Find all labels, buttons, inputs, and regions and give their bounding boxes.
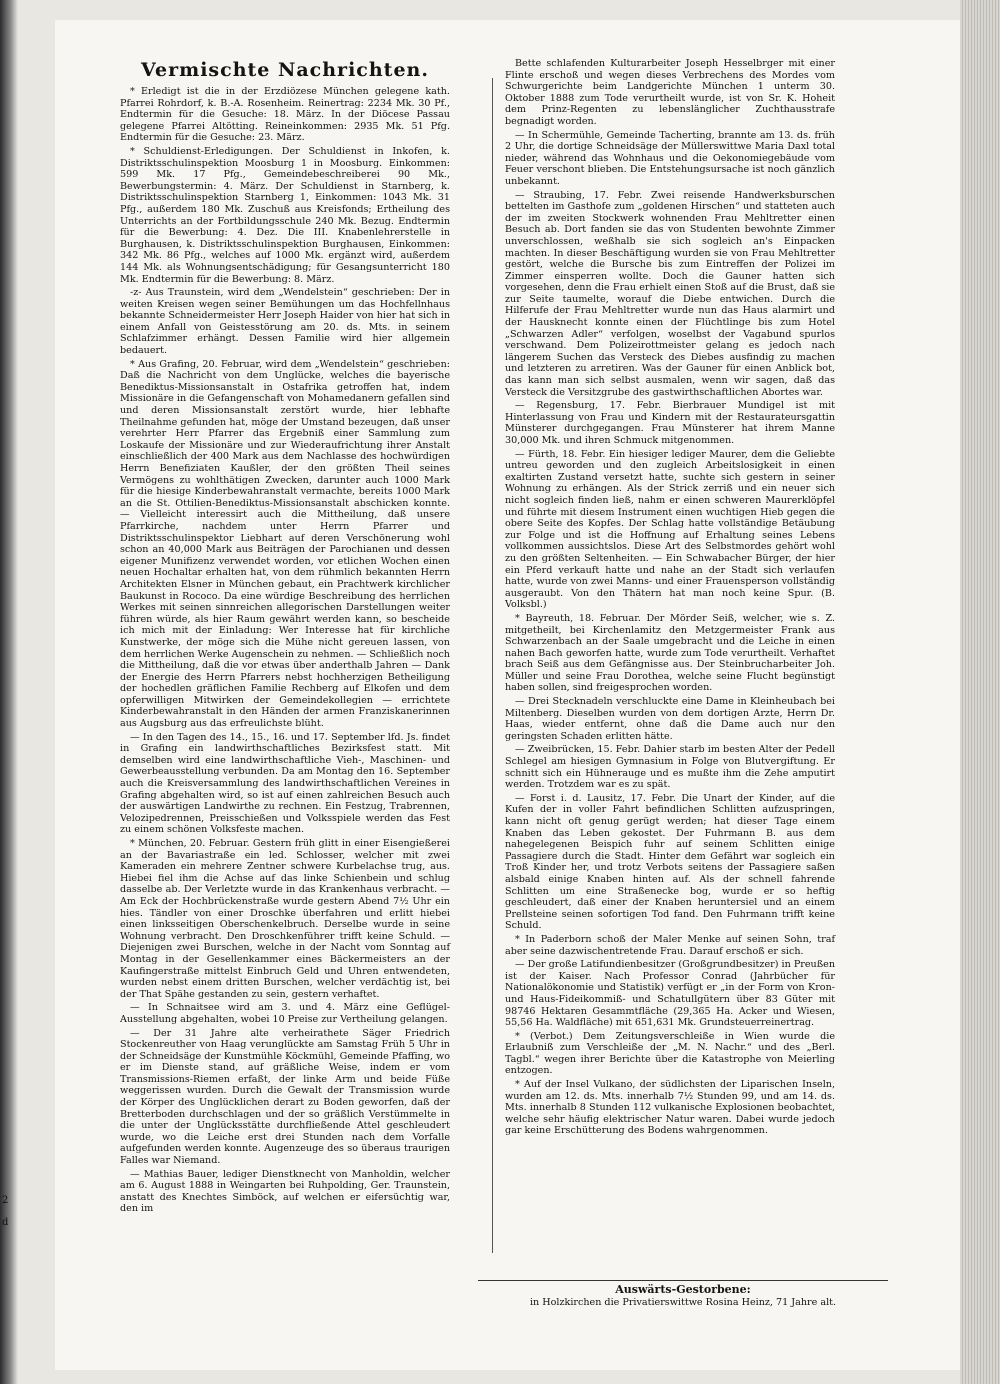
article: * (Verbot.) Dem Zeitungsverschleiße in Wien wurde die Erlaubniß zum Verschleiße der „M. N. Nachr.“ und des „Berl. Tagbl.“ wegen ihrer Berichte über die Katastrophe von Meierling entzogen. bbox=[505, 1030, 835, 1077]
article: * Auf der Insel Vulkano, der südlichsten der Liparischen Inseln, wurden am 12. ds. Mts. innerhalb 7½ Stunden 99, und am 14. ds. Mts. innerhalb 8 Stunden 112 vulkanische Explosionen beobachtet, welche sehr häufig elektrischer Natur waren. Dabei wurde jedoch gar keine Erschütterung des Bodens wahrgenommen. bbox=[505, 1079, 835, 1137]
article: * In Paderborn schoß der Maler Menke auf seinen Sohn, traf aber seine dazwischentretende Frau. Darauf erschoß er sich. bbox=[505, 933, 835, 957]
deaths-notice bbox=[478, 1283, 888, 1309]
section-headline: Vermischte Nachrichten. bbox=[141, 59, 429, 81]
article: — Forst i. d. Lausitz, 17. Febr. Die Unart der Kinder, auf die Kufen der in voller Fahrt befindlichen Schlitten aufzuspringen, kann nicht oft genug gerügt werden; hat dieser Tage einem Knaben das Leben gekostet. Der Fuhrmann B. aus dem nahegelegenen Beispich fuhr auf seinem Schlitten einige Passagiere durch die Stadt. Hinter dem Gefährt war sogleich ein Troß Kinder her, und trotz Verbots seitens der Passagiere saßen alsbald einige Knaben hinten auf. Als der schnell fahrende Schlitten um eine Straßenecke bog, wurde er so heftig geschleudert, daß einer der Knaben heruntersiel und an einem Prellsteine seinen sofortigen Tod fand. Den Fuhrmann trifft keine Schuld. bbox=[505, 792, 835, 932]
left-column bbox=[120, 58, 450, 1217]
article: — Fürth, 18. Febr. Ein hiesiger lediger Maurer, dem die Geliebte untreu geworden und den zugleich Arbeitslosigkeit in einen exaltirten Zustand versetzt hatte, suchte sich gestern in seiner Wohnung zu erhängen. Als der Strick zerriß und ein neuer sich nicht sogleich finden ließ, nahm er einen schweren Maurerklöpfel und führte mit diesem Instrument einen wuchtigen Hieb gegen die obere Seite des Kopfes. Der Schlag hatte vollständige Betäubung zur Folge und ist die Hoffnung auf Erhaltung seines Lebens vollkommen aussichtslos. Diese Art des Selbstmordes gehört wohl zu den größten Seltenheiten. — Ein Schwabacher Bürger, der hier ein Pferd verkauft hatte und nahe an der Stadt sich verlaufen hatte, wurde von zwei Manns- und einer Frauensperson vollständig ausgeraubt. Von den Thätern hat man noch keine Spur. (B. Volksbl.) bbox=[505, 448, 835, 611]
article: — In Schnaitsee wird am 3. und 4. März eine Geflügel-Ausstellung abgehalten, wobei 10 Preise zur Vertheilung gelangen. bbox=[120, 1002, 450, 1025]
right-column bbox=[505, 58, 835, 1139]
section-rule bbox=[478, 1280, 888, 1281]
article: * Bayreuth, 18. Februar. Der Mörder Seiß, welcher, wie s. Z. mitgetheilt, bei Kirchenlamitz den Metzgermeister Frank aus Schwarzenbach an der Saale umgebracht und die Leiche in einen nahen Bach geworfen hatte, wurde zum Tode verurtheilt. Verhaftet brach Seiß aus dem Gefängnisse aus. Der Steinbrucharbeiter Joh. Müller und seine Frau Dorothea, welche seine Flucht begünstigt haben sollen, sind freigesprochen worden. bbox=[505, 612, 835, 694]
article: — Drei Stecknadeln verschluckte eine Dame in Kleinheubach bei Miltenberg. Dieselben wurden von dem dortigen Arzte, Herrn Dr. Haas, wieder entfernt, ohne daß die Dame auch nur den geringsten Schaden erlitten hätte. bbox=[505, 696, 835, 742]
article: — In Schermühle, Gemeinde Tacherting, brannte am 13. ds. früh 2 Uhr, die dortige Schneidsäge der Müllerswittwe Maria Daxl total nieder, während das Wohnhaus und die Oekonomiegebäude vom Feuer verschont blieben. Die Entstehungsursache ist noch gänzlich unbekannt. bbox=[505, 129, 835, 187]
article: — In den Tagen des 14., 15., 16. und 17. September lfd. Js. findet in Grafing ein landwirthschaftliches Bezirksfest statt. Mit demselben wird eine landwirthschaftliche Vieh-, Maschinen- und Gewerbeausstellung verbunden. Da am Montag den 16. September auch die Kreisversammlung des landwirthschaftlichen Vereines in Grafing abgehalten wird, so ist auf einen zahlreichen Besuch auch der auswärtigen Landwirthe zu rechnen. Ein Festzug, Trabrennen, Velozipedrennen, Preisschießen und Volksspiele werden das Fest zu einem schönen Volksfeste machen. bbox=[120, 731, 450, 836]
article: * Schuldienst-Erledigungen. Der Schuldienst in Inkofen, k. Distriktsschulinspektion Moosburg 1 in Moosburg. Einkommen: 599 Mk. 17 Pfg., Gemeindebeschreiberei 90 Mk., Bewerbungstermin: 4. März. Der Schuldienst in Starnberg, k. Distriktsschulinspektion Starnberg 1, Einkommen: 1043 Mk. 31 Pfg., außerdem 180 Mk. Zuschuß aus Kreisfonds; Ertheilung des Unterrichts an der Fortbildungsschule 240 Mk. Bezug. Endtermin für die Bewerbung: 4. Dez. Die III. Knabenlehrerstelle in Burghausen, k. Distriktsschulinspektion Burghausen, Einkommen: 342 Mk. 86 Pfg., welches auf 1000 Mk. ergänzt wird, außerdem 144 Mk. als Wohnungsentschädigung; für Gesangsunterricht 180 Mk. Endtermin für die Bewerbung: 8. März. bbox=[120, 145, 450, 285]
article: -z- Aus Traunstein, wird dem „Wendelstein“ geschrieben: Der in weiten Kreisen wegen seiner Bemühungen um das Hochfellnhaus bekannte Schneidermeister Herr Joseph Haider von hier hat sich in einem Anfall von Geistesstörung am 20. ds. Mts. in seinem Schlafzimmer erhängt. Dessen Familie wird hier allgemein bedauert. bbox=[120, 287, 450, 357]
article: * Aus Grafing, 20. Februar, wird dem „Wendelstein“ geschrieben: Daß die Nachricht von dem Unglücke, welches die bayerische Benediktus-Missionsanstalt in Ostafrika getroffen hat, indem Missionäre in die Gefangenschaft von Mohamedanern gefallen sind und deren Missionsanstalt zerstört wurde, hier lebhafte Theilnahme gefunden hat, möge der Umstand bezeugen, daß unser verehrter Herr Pfarrer das Ergebniß einer Sammlung zum Loskaufe der Missionäre und zur Wiederaufrichtung ihrer Anstalt einschließlich der 400 Mark aus dem Nachlasse des hochwürdigen Herrn Benefiziaten Kaußler, der den größten Theil seines Vermögens zu wohlthätigen Zwecken, darunter auch 1000 Mark für die hiesige Kinderbewahranstalt vermachte, bereits 1000 Mark an die St. Ottilien-Benediktus-Missionsanstalt abschicken konnte. — Vielleicht interessirt auch die Mittheilung, daß unsere Pfarrkirche, nachdem unter Herrn Pfarrer und Distriktsschulinspektor Liebhart auf deren Verschönerung wohl schon an 40,000 Mark aus Beiträgen der Parochianen und dessen eigener Munifizenz verwendet worden, vor etlichen Wochen einen neuen Hochaltar erhalten hat, von dem rühmlich bekannten Herrn Architekten Elsner in München gebaut, ein Prachtwerk kirchlicher Baukunst in Rococo. Da eine würdige Beschreibung des herrlichen Werkes mit seinen sinnreichen allegorischen Darstellungen weiter führen würde, als hier Raum gewährt werden kann, so bescheide ich mich mit der Einladung: Wer Interesse hat für kirchliche Kunstwerke, der möge sich die Mühe nicht gereuen lassen, von dem herrlichen Werke Augenschein zu nehmen. — Schließlich noch die Mittheilung, daß die vor etwas über anderthalb Jahren — Dank der Energie des Herrn Pfarrers nebst hochherzigen Betheiligung der hochedlen gräflichen Familie Rechberg auf Elkofen und dem opferwilligen Mitwirken der Gemeindekollegien — errichtete Kinderbewahranstalt in den Händen der armen Franziskanerinnen aus Augsburg aus das erfreulichste blüht. bbox=[120, 358, 450, 730]
article: — Regensburg, 17. Febr. Bierbrauer Mundigel ist mit Hinterlassung von Frau und Kindern mit der Restaurateursgattin Münsterer durchgegangen. Frau Münsterer hat ihrem Manne 30,000 Mk. und ihren Schmuck mitgenommen. bbox=[505, 400, 835, 446]
article: — Zweibrücken, 15. Febr. Dahier starb im besten Alter der Pedell Schlegel am hiesigen Gymnasium in Folge von Blutvergiftung. Er schnitt sich ein Hühnerauge und es mußte ihm die Zehe amputirt werden. Trotzdem war es zu spät. bbox=[505, 744, 835, 791]
book-binding-edge bbox=[0, 0, 18, 1384]
article: — Der große Latifundienbesitzer (Großgrundbesitzer) in Preußen ist der Kaiser. Nach Professor Conrad (Jahrbücher für Nationalökonomie und Statistik) verfügt er „in der Form von Kron- und Haus-Fideikommiß- und Schatullgütern über 83 Güter mit 98746 Hektaren Gesammtfläche (29,365 Ha. Acker und Wiesen, 55,56 Ha. Waldfläche) mit 651,631 Mk. Grundsteuerreinertrag. bbox=[505, 959, 835, 1029]
article: — Der 31 Jahre alte verheirathete Säger Friedrich Stockenreuther von Haag verunglückte am Samstag Früh 5 Uhr in der Schneidsäge der Kunstmühle Köckmühl, Gemeinde Pfaffing, wo er im Dienste stand, auf gräßliche Weise, indem er vom Transmissions-Riemen erfaßt, der linke Arm und beide Füße weggerissen wurden. Durch die Gewalt der Transmission wurde der Körper des Unglücklichen derart zu Boden geworfen, daß der Bretterboden durchschlagen und der so gräßlich Verstümmelte in die unter der Unglücksstätte durchfließende Attel geschleudert wurde, wo die Leiche erst drei Stunden nach dem Vorfalle aufgefunden werden konnte. Augenzeuge des so überaus traurigen Falles war Niemand. bbox=[120, 1027, 450, 1167]
column-divider bbox=[492, 78, 493, 1253]
article: — Mathias Bauer, lediger Dienstknecht von Manholdin, welcher am 6. August 1888 in Weingarten bei Ruhpolding, Ger. Traunstein, anstatt des Knechtes Simböck, auf welchen er eifersüchtig war, den im bbox=[120, 1168, 450, 1215]
article: Bette schlafenden Kulturarbeiter Joseph Hesselbrger mit einer Flinte erschoß und wegen dieses Verbrechens des Mordes vom Schwurgerichte beim Landgerichte München 1 unterm 30. Oktober 1888 zum Tode verurtheilt wurde, ist von Sr. K. Hoheit dem Prinz-Regenten zu lebenslänglicher Zuchthausstrafe begnadigt worden. bbox=[505, 58, 835, 127]
deaths-heading: Auswärts-Gestorbene: bbox=[615, 1283, 751, 1296]
deaths-entry: in Holzkirchen die Privatierswittwe Rosina Heinz, 71 Jahre alt. bbox=[529, 1297, 837, 1308]
article: * München, 20. Februar. Gestern früh glitt in einer Eisengießerei an der Bavariastraße ein led. Schlosser, welcher mit zwei Kameraden ein mehrere Zentner schwere Kurbelachse trug, aus. Hiebei fiel ihm die Achse auf das linke Schienbein und schlug dasselbe ab. Der Verletzte wurde in das Krankenhaus verbracht. — Am Eck der Hochbrückenstraße wurde gestern Abend 7½ Uhr ein hies. Tändler von einer Droschke überfahren und erlitt hiebei einen linksseitigen Oberschenkelbruch. Derselbe wurde in seine Wohnung verbracht. Den Droschkenführer trifft keine Schuld. — Diejenigen zwei Burschen, welche in der Nacht vom Sonntag auf Montag in der Gesellenkammer eines Bäckermeisters an der Kaufingerstraße mittelst Einbruch Geld und Uhren entwendeten, wurden nebst einem dritten Burschen, welcher verdächtig ist, bei der That Spähe gestanden zu sein, gestern verhaftet. bbox=[120, 838, 450, 1000]
page-stack-edge bbox=[960, 0, 1000, 1384]
article: — Straubing, 17. Febr. Zwei reisende Handwerksburschen bettelten im Gasthofe zum „goldenen Hirschen“ und statteten auch der im zweiten Stockwerk wohnenden Frau Mehltretter einen Besuch ab. Dort fanden sie das von Studenten bewohnte Zimmer unverschlossen, weßhalb sie sich sogleich an's Einpacken machten. In dieser Beschäftigung wurden sie von Frau Mehltretter gestört, welche die Bursche bis zum Eintreffen der Polizei im Zimmer einsperren wollte. Doch die Gauner hatten sich vorgesehen, denn die Frau erhielt einen Stoß auf die Brust, daß sie zur Seite taumelte, worauf die Diebe entwichen. Durch die Hilferufe der Frau Mehltretter wurde nun das Haus alarmirt und der Hausknecht konnte einen der Flüchtlinge bis zum Hotel „Schwarzen Adler“ verfolgen, woselbst der Vagabund spurlos verschwand. Dem Polizeirottmeister gelang es jedoch nach längerem Suchen das Versteck des Diebes ausfindig zu machen und letzteren zu arretiren. Was der Gauner für einen Anblick bot, das kann man sich selbst ausmalen, wenn wir sagen, daß das Versteck die Versitzgrube des gastwirthschaftlichen Abortes war. bbox=[505, 189, 835, 398]
article: * Erledigt ist die in der Erzdiözese München gelegene kath. Pfarrei Rohrdorf, k. B.-A. Rosenheim. Reinertrag: 2234 Mk. 30 Pf., Endtermin für die Gesuche: 18. März. In der Diöcese Passau gelegene Pfarrei Altötting. Reineinkommen: 2935 Mk. 51 Pfg. Endtermin für die Gesuche: 23. März. bbox=[120, 86, 450, 144]
margin-fragment: 2 d bbox=[2, 1195, 9, 1228]
